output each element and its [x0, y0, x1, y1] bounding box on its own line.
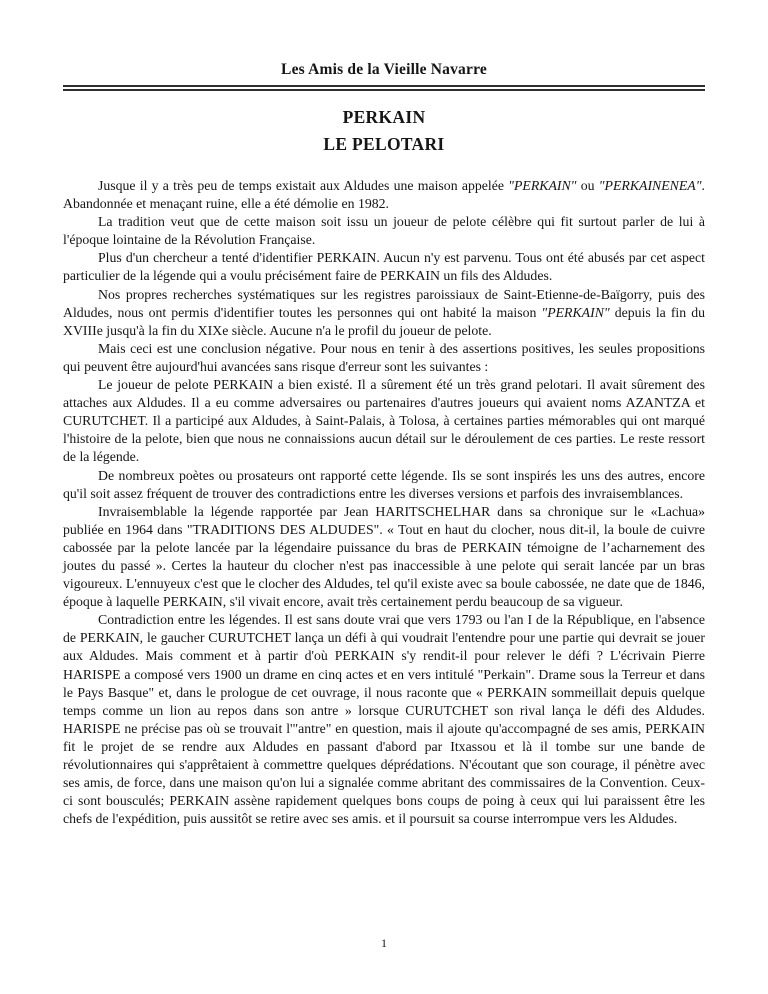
document-body	[63, 177, 705, 828]
header-double-rule	[63, 85, 705, 91]
text-run: depuis la fin du XVIIIe jusqu'à la fin du XIXe siècle. Aucune n'a le profil du joueur de pelote.	[63, 304, 705, 338]
text-run: Mais ceci est une conclusion négative. Pour nous en tenir à des assertions positives, les seules propositions qui peuvent être aujourd'hui avancées sans risque d'erreur sont les suivantes :	[63, 340, 705, 374]
title-line-1: PERKAIN	[342, 107, 426, 127]
text-run: Contradiction entre les légendes. Il est sans doute vrai que vers 1793 ou l'an I de la République, en l'absence de PERKAIN, le gaucher CURUTCHET lança un défi à qui voudrait l'entendre pour une partie qui devrait se jouer aux Aldudes. Mais comment et à partir d'où PERKAIN s'y rendit-il pour relever le défi ? L'écrivain Pierre HARISPE a composé vers 1900 un drame en cinq actes et en vers intitulé "Perkain". Drame sous la Terreur et dans le Pays Basque" et, dans le prologue de cet ouvrage, il nous raconte que « PERKAIN sommeillait depuis quelque temps comme un lion au repos dans son antre » lorsque CURUTCHET son rival lança le défi des Aldudes. HARISPE ne précise pas où se trouvait l'"antre" en question, mais il ajoute qu'accompagné de ses amis, PERKAIN fit le projet de se rendre aux Aldudes en passant d'abord par Itxassou et là il tombe sur une bande de révolutionnaires qui s'apprêtaient à commettre quelques déprédations. N'écoutant que son courage, il pénètre avec ses amis, de force, dans une maison qu'on lui a signalée comme abritant des commissaires de la Convention. Ceux-ci sont bousculés; PERKAIN assène rapidement quelques bons coups de poing à ceux qui lui paraissent être les chefs de l'expédition, puis aussitôt se retire avec ses amis. et il poursuit sa course interrompue vers les Aldudes.	[63, 612, 705, 827]
paragraph	[63, 286, 705, 340]
text-run: La tradition veut que de cette maison soit issu un joueur de pelote célèbre qui fit surtout parler de lui à l'époque lointaine de la Révolution Française.	[63, 214, 705, 248]
text-run: Invraisemblable la légende rapportée par Jean HARITSCHELHAR dans sa chronique sur le «Lachua» publiée en 1964 dans "TRADITIONS DES ALDUDES". « Tout en haut du clocher, nous dit-il, la boule de cuivre cabossée par la pelote lancée par la légendaire puissance du bras de PERKAIN témoigne de l’acharnement des joutes du passé ». Certes la hauteur du clocher n'est pas inaccessible à une pelote qui serait lancée par un bras vigoureux. L'ennuyeux c'est que le clocher des Aldudes, tel qu'il existe avec sa boule cabossée, ne date que de 1846, époque à laquelle PERKAIN, s'il vivait encore, avait très certainement perdu beaucoup de sa vigueur.	[63, 503, 705, 610]
page-number: 1	[381, 936, 387, 950]
paragraph	[63, 611, 705, 828]
paragraph	[63, 503, 705, 612]
text-run: ou	[576, 178, 599, 193]
paragraph	[63, 340, 705, 376]
paragraph	[63, 376, 705, 466]
text-run: De nombreux poètes ou prosateurs ont rapporté cette légende. Ils se sont inspirés les uns des autres, encore qu'il soit assez fréquent de trouver des contradictions entre les diverses versions et parfois des invraisemblances.	[63, 467, 705, 501]
text-run: Nos propres recherches systématiques sur les registres paroissiaux de Saint-Etienne-de-Baïgorry, puis des Aldudes, nous ont permis d'identifier toutes les personnes qui ont habité la maison	[63, 286, 705, 320]
text-run: Jusque il y a très peu de temps existait aux Aldudes une maison appelée	[98, 178, 509, 193]
newsletter-header: Les Amis de la Vieille Navarre	[281, 61, 487, 78]
text-run: . Abandonnée et menaçant ruine, elle a été démolie en 1982.	[63, 178, 705, 212]
paragraph	[63, 177, 705, 213]
italic-text-run: "PERKAIN"	[541, 304, 610, 320]
text-run: Le joueur de pelote PERKAIN a bien existé. Il a sûrement été un très grand pelotari. Il avait sûrement des attaches aux Aldudes. Il a eu comme adversaires ou partenaires d'autres joueurs qui avaient noms AZANTZA et CURUTCHET. Il a participé aux Aldudes, à Saint-Palais, à Tolosa, à certaines parties mémorables qui ont marqué l'histoire de la pelote, bien que nous ne connaissions aucun détail sur le déroulement de ces parties. Le reste ressort de la légende.	[63, 377, 705, 465]
page-title	[63, 104, 705, 158]
paragraph	[63, 249, 705, 285]
paragraph	[63, 213, 705, 249]
title-line-2: LE PELOTARI	[323, 134, 445, 154]
text-run: Plus d'un chercheur a tenté d'identifier PERKAIN. Aucun n'y est parvenu. Tous ont été abusés par cet aspect particulier de la légende qui a voulu précisément faire de PERKAIN un fils des Aldudes.	[63, 250, 705, 284]
italic-text-run: "PERKAINENEA"	[598, 178, 702, 193]
italic-text-run: "PERKAIN"	[508, 178, 577, 193]
paragraph	[63, 467, 705, 503]
